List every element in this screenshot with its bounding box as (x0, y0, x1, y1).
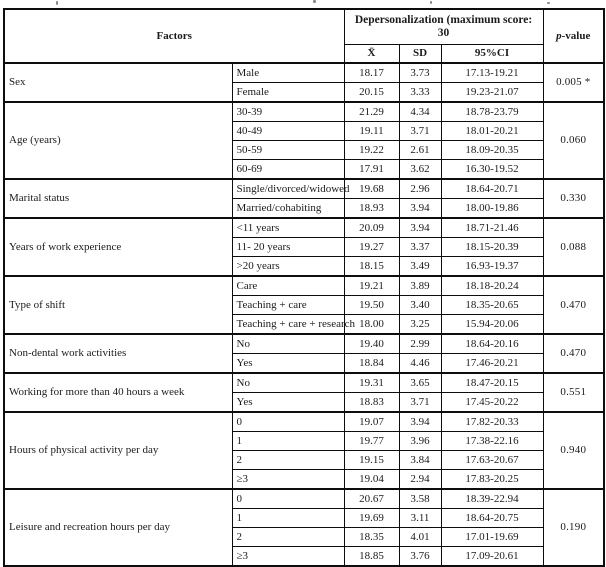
table-row (4, 276, 604, 296)
factor-cell: Hours of physical activity per day (4, 412, 232, 489)
ci-cell: 18.47-20.15 (441, 373, 543, 393)
sd-cell: 3.84 (399, 451, 441, 470)
mean-cell: 19.22 (344, 141, 399, 160)
table-row (4, 179, 604, 199)
pvalue-cell: 0.470 (543, 276, 604, 334)
level-cell: >20 years (232, 257, 344, 277)
sd-cell: 2.99 (399, 334, 441, 354)
level-cell: ≥3 (232, 547, 344, 567)
pvalue-header-p: p (556, 29, 562, 42)
mean-cell: 20.67 (344, 489, 399, 509)
pvalue-cell: 0.190 (543, 489, 604, 566)
mean-cell: 18.15 (344, 257, 399, 277)
ci-cell: 17.83-20.25 (441, 470, 543, 490)
level-cell: Care (232, 276, 344, 296)
sd-cell: 3.71 (399, 393, 441, 413)
ci-cell: 17.09-20.61 (441, 547, 543, 567)
ci-cell: 18.15-20.39 (441, 238, 543, 257)
mean-cell: 19.40 (344, 334, 399, 354)
level-cell: 1 (232, 432, 344, 451)
level-cell: Married/cohabiting (232, 199, 344, 219)
pvalue-cell: 0.330 (543, 179, 604, 218)
ci-cell: 18.64-20.16 (441, 334, 543, 354)
ci-cell: 15.94-20.06 (441, 315, 543, 335)
mean-cell: 19.68 (344, 179, 399, 199)
sd-cell: 3.94 (399, 199, 441, 219)
level-cell: No (232, 373, 344, 393)
level-cell: Single/divorced/widowed (232, 179, 344, 199)
mean-cell: 17.91 (344, 160, 399, 180)
sd-cell: 3.71 (399, 122, 441, 141)
ci-cell: 18.64-20.71 (441, 179, 543, 199)
level-cell: Teaching + care (232, 296, 344, 315)
mean-cell: 19.31 (344, 373, 399, 393)
sd-cell: 3.58 (399, 489, 441, 509)
sd-cell: 2.94 (399, 470, 441, 490)
level-cell: Yes (232, 393, 344, 413)
mean-cell: 19.11 (344, 122, 399, 141)
ci-cell: 18.18-20.24 (441, 276, 543, 296)
factor-cell: Sex (4, 63, 232, 102)
ci-cell: 18.00-19.86 (441, 199, 543, 219)
sd-cell: 3.89 (399, 276, 441, 296)
table-row (4, 334, 604, 354)
factor-cell: Working for more than 40 hours a week (4, 373, 232, 412)
ci-cell: 16.93-19.37 (441, 257, 543, 277)
table-header (4, 9, 604, 63)
level-cell: <11 years (232, 218, 344, 238)
mean-cell: 19.77 (344, 432, 399, 451)
sd-cell: 3.33 (399, 83, 441, 103)
ci-cell: 18.35-20.65 (441, 296, 543, 315)
level-cell: Female (232, 83, 344, 103)
sd-cell: 4.01 (399, 528, 441, 547)
sd-cell: 3.49 (399, 257, 441, 277)
depersonalization-table (3, 8, 605, 567)
level-cell: Teaching + care + research (232, 315, 344, 335)
mean-cell: 20.09 (344, 218, 399, 238)
level-cell: 11- 20 years (232, 238, 344, 257)
mean-cell: 19.27 (344, 238, 399, 257)
level-cell: 30-39 (232, 102, 344, 122)
sd-cell: 4.34 (399, 102, 441, 122)
caption-remnant-speck (56, 1, 58, 5)
table-row (4, 373, 604, 393)
factor-cell: Leisure and recreation hours per day (4, 489, 232, 566)
ci-cell: 16.30-19.52 (441, 160, 543, 180)
factor-cell: Type of shift (4, 276, 232, 334)
pvalue-cell: 0.470 (543, 334, 604, 373)
ci-cell: 18.39-22.94 (441, 489, 543, 509)
pvalue-cell: 0.940 (543, 412, 604, 489)
mean-cell: 19.50 (344, 296, 399, 315)
ci-cell: 17.38-22.16 (441, 432, 543, 451)
sd-cell: 4.46 (399, 354, 441, 374)
mean-cell: 18.00 (344, 315, 399, 335)
table-row (4, 102, 604, 122)
factors-header: Factors (4, 9, 344, 63)
level-cell: Male (232, 63, 344, 83)
mean-header: X̄ (344, 45, 399, 64)
mean-cell: 18.93 (344, 199, 399, 219)
factor-cell: Age (years) (4, 102, 232, 179)
sd-cell: 3.65 (399, 373, 441, 393)
mean-cell: 19.04 (344, 470, 399, 490)
factor-cell: Marital status (4, 179, 232, 218)
depersonalization-header: Depersonalization (maximum score: 30 (344, 9, 543, 45)
ci-header: 95%CI (441, 45, 543, 64)
ci-cell: 17.82-20.33 (441, 412, 543, 432)
caption-remnant-speck (430, 1, 432, 4)
ci-cell: 19.23-21.07 (441, 83, 543, 103)
ci-cell: 18.71-21.46 (441, 218, 543, 238)
pvalue-cell: 0.088 (543, 218, 604, 276)
pvalue-header (543, 9, 604, 63)
level-cell: 2 (232, 451, 344, 470)
factor-cell: Non-dental work activities (4, 334, 232, 373)
table-row (4, 63, 604, 83)
sd-cell: 3.76 (399, 547, 441, 567)
sd-cell: 3.25 (399, 315, 441, 335)
pvalue-header-rest: -value (561, 29, 591, 42)
table-row (4, 489, 604, 509)
sd-cell: 3.37 (399, 238, 441, 257)
sd-cell: 3.40 (399, 296, 441, 315)
ci-cell: 18.01-20.21 (441, 122, 543, 141)
mean-cell: 19.15 (344, 451, 399, 470)
level-cell: 1 (232, 509, 344, 528)
mean-cell: 19.21 (344, 276, 399, 296)
level-cell: 0 (232, 412, 344, 432)
sd-header: SD (399, 45, 441, 64)
level-cell: ≥3 (232, 470, 344, 490)
table-body (4, 63, 604, 566)
sd-cell: 2.61 (399, 141, 441, 160)
mean-cell: 20.15 (344, 83, 399, 103)
ci-cell: 17.45-20.22 (441, 393, 543, 413)
pvalue-cell: 0.005 * (543, 63, 604, 102)
mean-cell: 18.85 (344, 547, 399, 567)
mean-cell: 21.29 (344, 102, 399, 122)
ci-cell: 18.64-20.75 (441, 509, 543, 528)
sd-cell: 3.96 (399, 432, 441, 451)
sd-cell: 3.73 (399, 63, 441, 83)
mean-cell: 19.07 (344, 412, 399, 432)
sd-cell: 3.62 (399, 160, 441, 180)
ci-cell: 18.78-23.79 (441, 102, 543, 122)
table-row (4, 218, 604, 238)
caption-remnant-speck (547, 2, 550, 4)
ci-cell: 17.13-19.21 (441, 63, 543, 83)
mean-cell: 18.84 (344, 354, 399, 374)
level-cell: 50-59 (232, 141, 344, 160)
table-row (4, 412, 604, 432)
pvalue-cell: 0.060 (543, 102, 604, 179)
factor-cell: Years of work experience (4, 218, 232, 276)
sd-cell: 3.94 (399, 218, 441, 238)
ci-cell: 17.46-20.21 (441, 354, 543, 374)
level-cell: Yes (232, 354, 344, 374)
mean-cell: 19.69 (344, 509, 399, 528)
level-cell: 0 (232, 489, 344, 509)
ci-cell: 17.01-19.69 (441, 528, 543, 547)
mean-cell: 18.35 (344, 528, 399, 547)
sd-cell: 2.96 (399, 179, 441, 199)
mean-cell: 18.17 (344, 63, 399, 83)
sd-cell: 3.11 (399, 509, 441, 528)
level-cell: No (232, 334, 344, 354)
ci-cell: 17.63-20.67 (441, 451, 543, 470)
caption-remnant-speck (313, 0, 316, 3)
pvalue-cell: 0.551 (543, 373, 604, 412)
level-cell: 40-49 (232, 122, 344, 141)
ci-cell: 18.09-20.35 (441, 141, 543, 160)
level-cell: 60-69 (232, 160, 344, 180)
mean-cell: 18.83 (344, 393, 399, 413)
sd-cell: 3.94 (399, 412, 441, 432)
level-cell: 2 (232, 528, 344, 547)
